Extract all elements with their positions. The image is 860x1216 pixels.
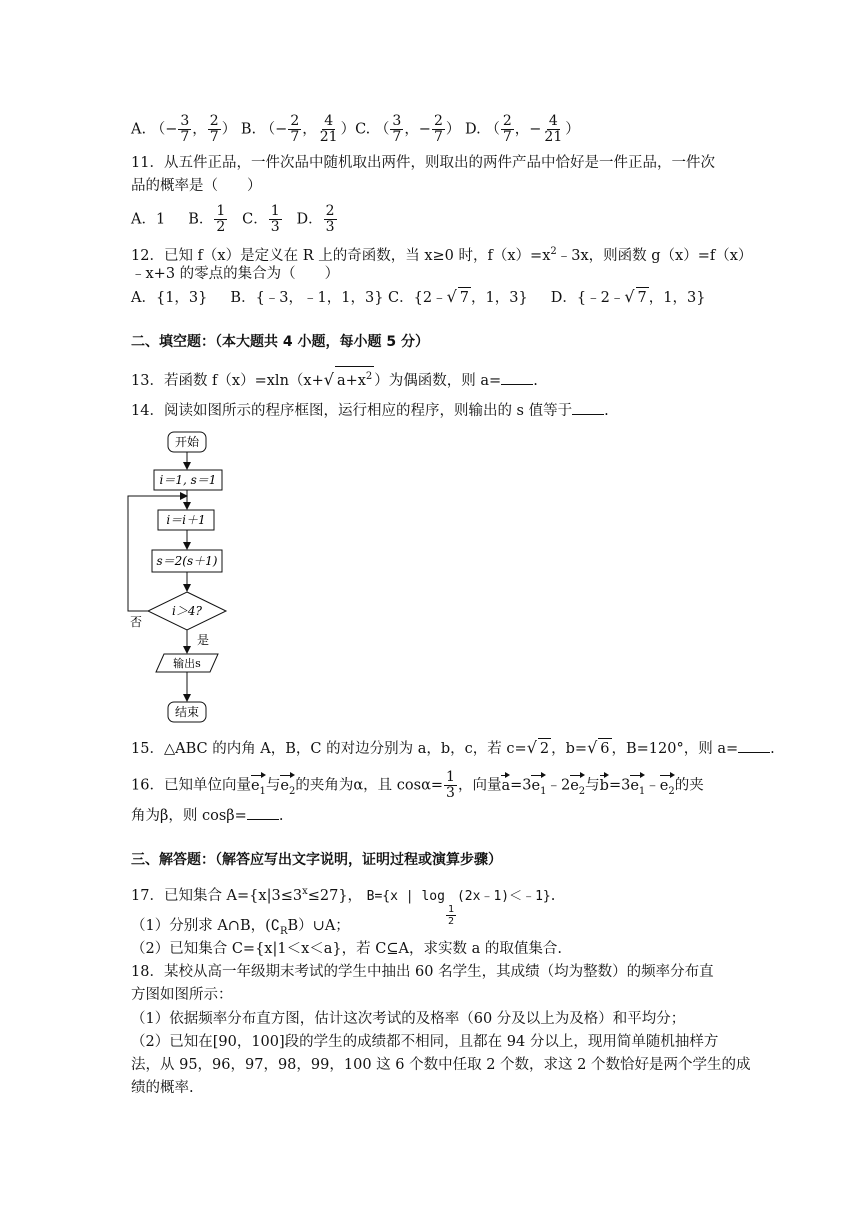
text: ﹣3x，则函数 g（x）=f（x） bbox=[556, 247, 753, 264]
text: e bbox=[630, 777, 639, 794]
end-label: 结束 bbox=[174, 705, 200, 719]
vector-e1 bbox=[531, 773, 546, 799]
numerator: 2 bbox=[290, 113, 300, 129]
sqrt-icon: √ bbox=[526, 738, 537, 757]
q18-line-1: 18．某校从高一年级期末考试的学生中抽出 60 名学生，其成绩（均为整数）的频率分布直 bbox=[131, 964, 714, 980]
numerator: 1 bbox=[446, 769, 455, 785]
denominator: 7 bbox=[209, 129, 219, 145]
q11-option-b-label: B． bbox=[188, 211, 214, 228]
text: . bbox=[278, 808, 284, 824]
text: ）为偶函数，则 a= bbox=[374, 372, 502, 389]
text: 17．已知集合 A={x|3≤3 bbox=[131, 887, 303, 904]
denominator: 2 bbox=[447, 915, 454, 927]
superscript: 2 bbox=[550, 246, 557, 257]
answer-blank bbox=[501, 371, 533, 385]
text: B）∪A； bbox=[287, 918, 350, 934]
text: e bbox=[531, 777, 541, 794]
vector-e2 bbox=[280, 773, 295, 799]
denominator: 21 bbox=[544, 129, 563, 145]
radicand: 7 bbox=[636, 287, 649, 308]
text: ﹣2 bbox=[546, 777, 571, 794]
vector-b bbox=[600, 773, 609, 793]
fraction bbox=[208, 114, 221, 145]
q18-line-5: 法，从 95，96，97，98，99，100 这 6 个数中任取 2 个数，求这 2 个数恰好是两个学生的成 bbox=[131, 1057, 751, 1073]
subscript: 1 bbox=[540, 785, 547, 797]
text: =3 bbox=[608, 777, 631, 794]
subscript: R bbox=[280, 925, 288, 937]
fraction bbox=[288, 114, 301, 145]
radicand: 2 bbox=[538, 738, 551, 759]
start-label: 开始 bbox=[174, 435, 200, 449]
set-b-definition bbox=[366, 888, 551, 927]
section-3-heading: 三、解答题：（解答应写出文字说明，证明过程或演算步骤） bbox=[131, 852, 502, 868]
q12-option-b: B．{﹣3，﹣1，1，3} bbox=[230, 290, 384, 306]
fraction bbox=[542, 114, 564, 145]
q12-line-1 bbox=[131, 242, 752, 266]
text: ，1，3} bbox=[648, 290, 706, 306]
text: 14．阅读如图所示的程序框图，运行相应的程序，则输出的 s 值等于 bbox=[131, 403, 573, 419]
subscript: 2 bbox=[668, 785, 675, 797]
text: a+x bbox=[336, 372, 366, 389]
text: （1）分别求 A∩B，(∁ bbox=[131, 918, 280, 934]
superscript: 2 bbox=[365, 371, 373, 382]
text: B={x | log bbox=[366, 888, 445, 904]
text: e bbox=[659, 777, 669, 794]
fraction bbox=[444, 770, 457, 801]
text: ，b= bbox=[551, 741, 588, 757]
denominator: 7 bbox=[290, 129, 300, 145]
q13 bbox=[131, 366, 538, 391]
numerator: 2 bbox=[433, 113, 443, 129]
q12-option-a: A．{1，3} bbox=[131, 290, 208, 306]
text: e bbox=[280, 777, 290, 794]
q10-option-b-label: B. bbox=[240, 121, 257, 138]
q12-line-2: ﹣x+3 的零点的集合为（ ） bbox=[131, 266, 340, 282]
numerator: 4 bbox=[548, 113, 558, 129]
text: ≤27}， bbox=[307, 887, 363, 904]
condition-label: i＞4? bbox=[172, 604, 202, 618]
q18-line-4: （2）已知在[90，100]段的学生的成绩都不相同，且都在 94 分以上，现用简单随机抽样方 bbox=[131, 1034, 719, 1050]
q18-line-6: 绩的概率. bbox=[131, 1080, 194, 1096]
numerator: 3 bbox=[392, 113, 402, 129]
text: 与 bbox=[265, 777, 281, 794]
fraction bbox=[390, 114, 403, 145]
denominator: 3 bbox=[325, 219, 335, 235]
paren: （ bbox=[150, 121, 166, 138]
text: 角为β，则 cosβ= bbox=[131, 808, 247, 824]
subscript: 2 bbox=[289, 785, 296, 797]
q11-options bbox=[131, 204, 338, 235]
text: ，1，3} bbox=[471, 290, 528, 306]
vector-a bbox=[501, 773, 510, 793]
text: 的夹 bbox=[674, 777, 704, 794]
text: e bbox=[250, 777, 260, 794]
q12-option-d bbox=[550, 287, 706, 306]
fraction bbox=[324, 204, 337, 235]
text: e bbox=[570, 777, 579, 794]
answer-blank bbox=[572, 401, 604, 415]
fraction bbox=[501, 114, 514, 145]
text: . bbox=[770, 741, 775, 757]
q10-options: A. （− $\frac{3}{7}$ ， $\frac{2}{7}$ ） B. （− $\frac{2}{7}$ ， $\frac{4}{21}$ ）C. （ $\frac{3}{7}$ ，− $\frac{2}{7}$ ） D. （ $\frac{2}{7}$ ，− $\frac{4}{21}$ ） bbox=[131, 113, 580, 145]
radicand: 6 bbox=[598, 738, 611, 759]
numerator: 1 bbox=[447, 903, 454, 915]
q11-option-c-label: C． bbox=[242, 211, 268, 228]
text: b bbox=[599, 777, 609, 794]
yes-label: 是 bbox=[197, 633, 210, 647]
numerator: 4 bbox=[324, 113, 334, 129]
text: D．{﹣2﹣ bbox=[550, 290, 625, 306]
update-label: s＝2(s＋1) bbox=[156, 554, 218, 568]
log-base-fraction bbox=[446, 904, 456, 927]
q15 bbox=[131, 738, 775, 759]
denominator: 7 bbox=[392, 129, 402, 145]
text: 的夹角为α，且 cosα= bbox=[295, 777, 444, 794]
radicand: 7 bbox=[458, 287, 471, 308]
vector-e2 bbox=[660, 773, 675, 799]
numerator: 3 bbox=[180, 113, 190, 129]
sqrt-icon: √ bbox=[446, 287, 457, 306]
text: . bbox=[604, 403, 609, 419]
q17-sub-2: （2）已知集合 C={x|1＜x＜a}，若 C⊆A，求实数 a 的取值集合. bbox=[131, 941, 562, 957]
q10-option-a-label: A. bbox=[131, 121, 147, 138]
numerator: 1 bbox=[216, 203, 226, 219]
text: C．{2﹣ bbox=[388, 290, 447, 306]
subscript: 2 bbox=[578, 785, 586, 797]
q10-option-c-label: C. bbox=[355, 121, 371, 138]
fraction bbox=[214, 204, 227, 235]
fraction bbox=[318, 114, 340, 145]
text: (2x﹣1)＜﹣1} bbox=[456, 888, 551, 904]
denominator: 7 bbox=[180, 129, 190, 145]
q16-line-2 bbox=[131, 806, 283, 826]
output-label: 输出s bbox=[173, 657, 201, 670]
text: ﹣ bbox=[645, 777, 660, 794]
init-label: i＝1, s＝1 bbox=[159, 473, 217, 487]
text: . bbox=[550, 887, 556, 904]
text: . bbox=[533, 372, 538, 389]
sqrt-icon: √ bbox=[587, 738, 598, 757]
q12-options bbox=[131, 287, 705, 308]
fraction bbox=[269, 204, 282, 235]
answer-blank bbox=[247, 806, 279, 820]
fraction bbox=[178, 114, 191, 145]
text: ，B=120°，则 a= bbox=[611, 741, 739, 757]
denominator: 3 bbox=[270, 219, 280, 235]
text: ，向量 bbox=[457, 777, 502, 794]
fraction bbox=[432, 114, 445, 145]
q18-line-2: 方图如图所示： bbox=[131, 987, 233, 1003]
vector-e1 bbox=[630, 773, 645, 799]
text: 与 bbox=[585, 777, 600, 794]
numerator: 2 bbox=[325, 203, 335, 219]
denominator: 7 bbox=[433, 129, 443, 145]
q11-option-a: A．1 bbox=[131, 211, 166, 228]
text: =3 bbox=[510, 777, 532, 794]
q16-line-1 bbox=[131, 770, 704, 801]
numerator: 2 bbox=[502, 113, 512, 129]
q11-line-1: 11．从五件正品，一件次品中随机取出两件，则取出的两件产品中恰好是一件正品，一件次 bbox=[131, 155, 715, 171]
no-label: 否 bbox=[129, 615, 143, 629]
increment-label: i＝i＋1 bbox=[166, 513, 206, 527]
program-flowchart bbox=[118, 428, 248, 728]
text: a bbox=[501, 777, 511, 794]
radicand bbox=[335, 366, 374, 391]
denominator: 2 bbox=[216, 219, 226, 235]
q17-sub-1 bbox=[131, 916, 350, 942]
vector-e1 bbox=[251, 773, 266, 799]
subscript: 1 bbox=[259, 785, 266, 797]
section-2-heading: 二、填空题：（本大题共 4 小题，每小题 5 分） bbox=[131, 334, 429, 350]
numerator: 1 bbox=[270, 203, 280, 219]
numerator: 2 bbox=[209, 113, 219, 129]
denominator: 7 bbox=[502, 129, 512, 145]
text: 16．已知单位向量 bbox=[131, 777, 251, 794]
text: 12．已知 f（x）是定义在 R 上的奇函数，当 x≥0 时，f（x）=x bbox=[131, 247, 551, 264]
sep: ， bbox=[192, 121, 207, 138]
sqrt-icon: √ bbox=[624, 287, 635, 306]
q11-option-d-label: D． bbox=[296, 211, 323, 228]
text: 13．若函数 f（x）=xln（x+ bbox=[131, 372, 324, 389]
sqrt-icon: √ bbox=[323, 369, 334, 389]
text: 15．△ABC 的内角 A，B，C 的对边分别为 a，b，c，若 c= bbox=[131, 741, 527, 757]
vector-e2 bbox=[570, 773, 585, 799]
q10-option-d-label: D. bbox=[465, 121, 481, 138]
superscript: x bbox=[302, 886, 308, 897]
answer-blank bbox=[738, 739, 770, 753]
q11-line-2: 品的概率是（ ） bbox=[131, 178, 262, 194]
subscript: 1 bbox=[638, 785, 646, 797]
denominator: 3 bbox=[446, 785, 455, 801]
q14 bbox=[131, 401, 609, 421]
denominator: 21 bbox=[319, 129, 338, 145]
q18-line-3: （1）依据频率分布直方图，估计这次考试的及格率（60 分及以上为及格）和平均分； bbox=[131, 1011, 686, 1027]
q12-option-c bbox=[388, 287, 528, 306]
